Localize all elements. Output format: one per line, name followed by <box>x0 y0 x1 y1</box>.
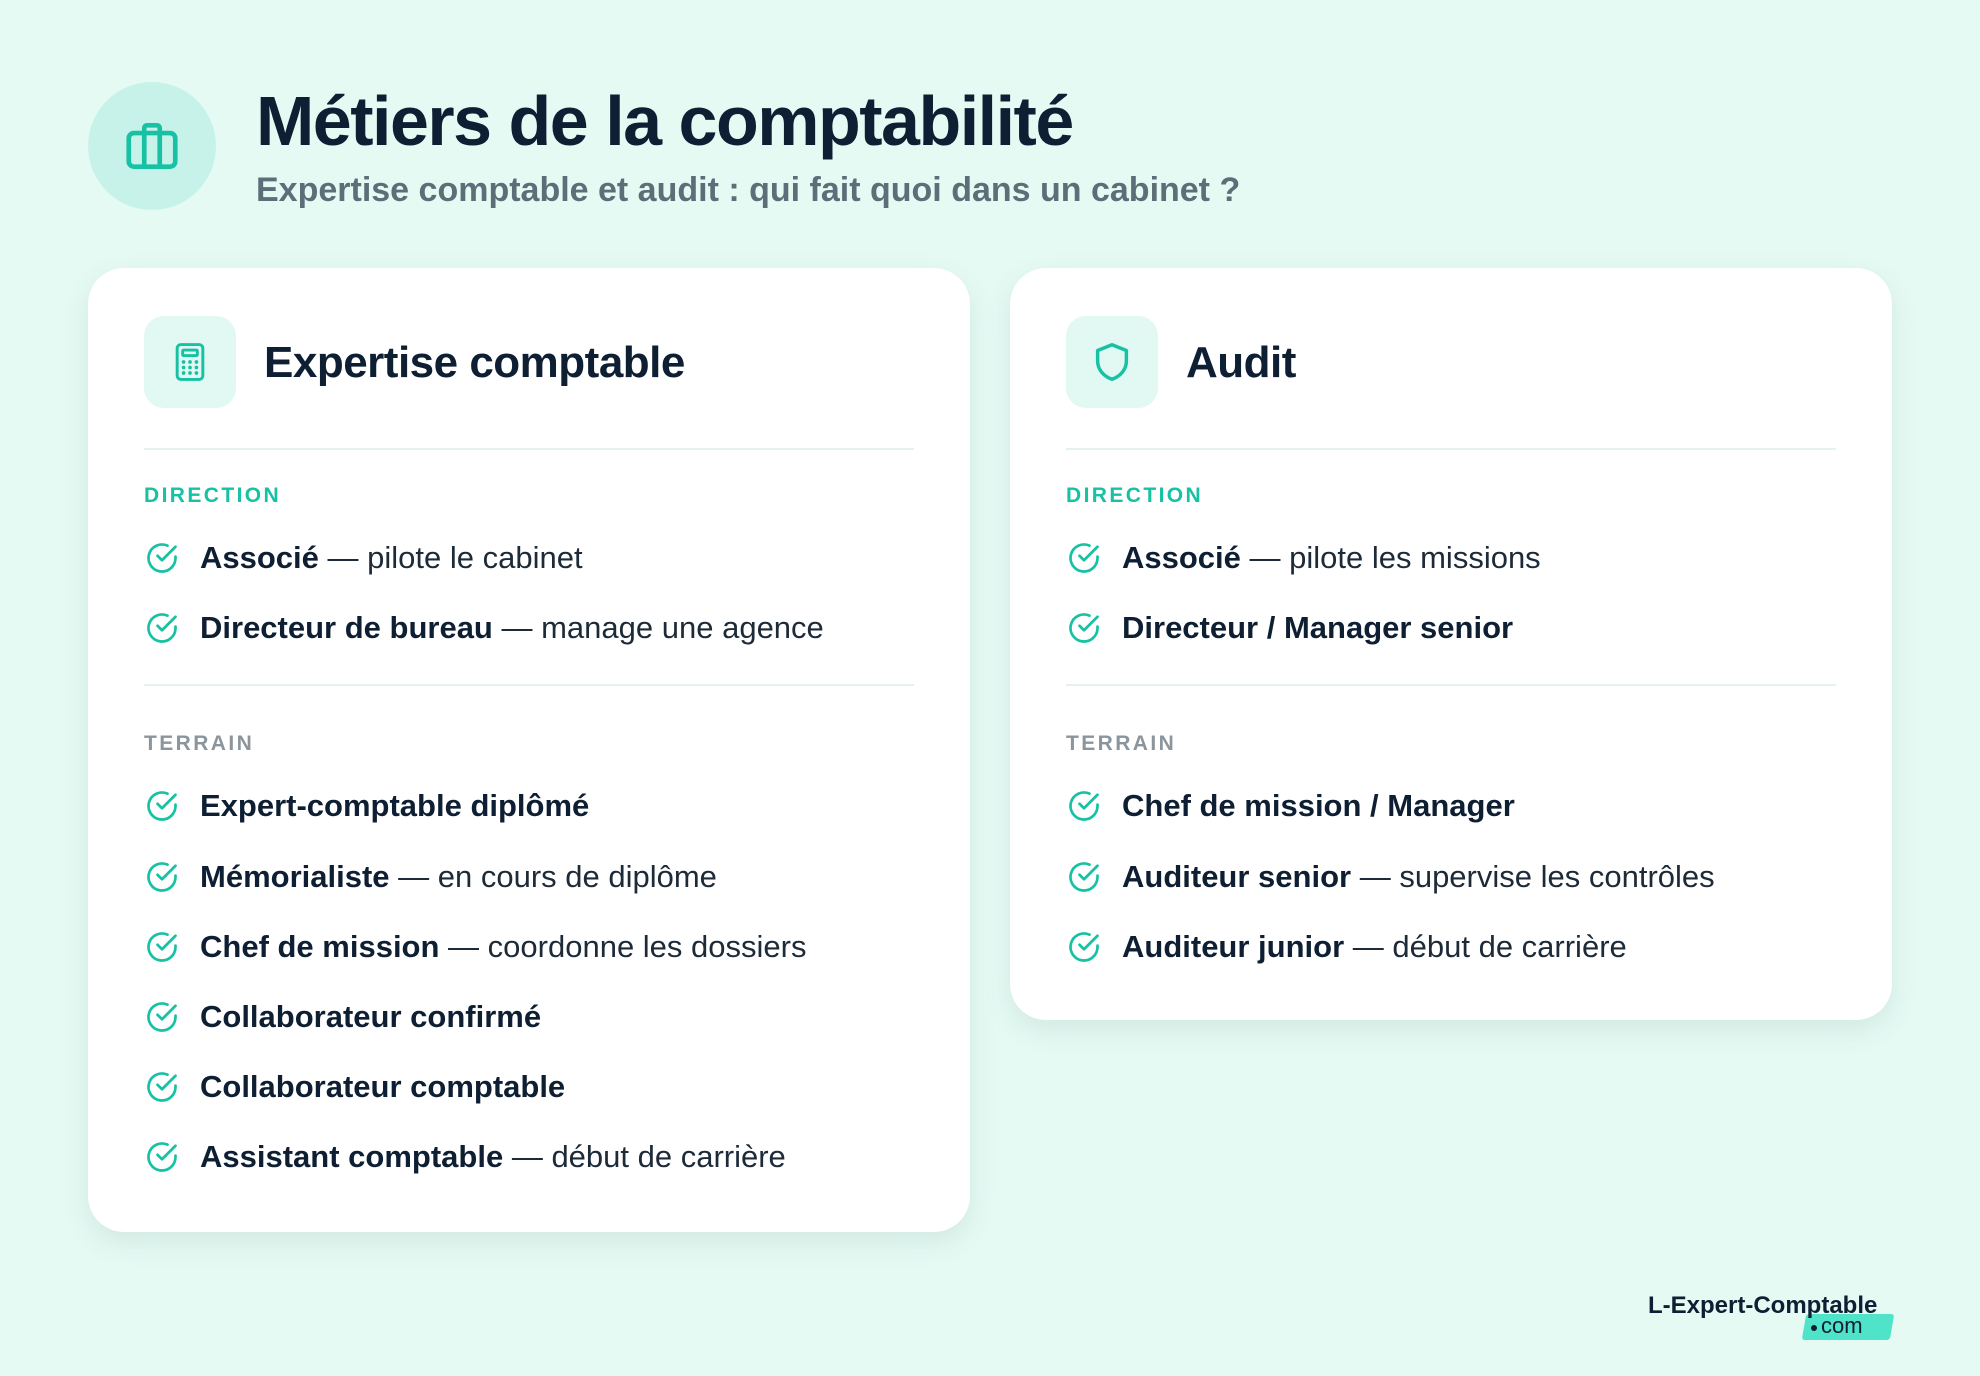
list-item <box>1066 538 1846 578</box>
check-circle-icon <box>144 610 180 646</box>
item-role: Collaborateur confirmé <box>200 999 542 1034</box>
page-subtitle: Expertise comptable et audit : qui fait quoi dans un cabinet ? <box>256 171 1241 209</box>
item-role: Auditeur junior <box>1122 929 1345 964</box>
item-description: supervise les contrôles <box>1399 859 1715 894</box>
list-item <box>144 608 924 648</box>
check-circle-icon <box>144 788 180 824</box>
item-role: Associé <box>200 540 319 575</box>
card-title: Expertise comptable <box>264 338 685 387</box>
item-role: Directeur de bureau <box>200 610 493 645</box>
item-role: Assistant comptable <box>200 1139 504 1174</box>
list-item <box>144 927 924 967</box>
item-description: pilote le cabinet <box>367 540 583 575</box>
card-title: Audit <box>1186 338 1296 387</box>
section-label-terrain: TERRAIN <box>1066 732 1177 755</box>
check-circle-icon <box>1066 788 1102 824</box>
divider <box>144 448 914 450</box>
list-item <box>144 1137 924 1177</box>
item-description: pilote les missions <box>1289 540 1541 575</box>
header-icon-badge <box>88 82 216 210</box>
list-item <box>144 538 924 578</box>
check-circle-icon <box>144 1139 180 1175</box>
divider <box>1066 448 1836 450</box>
list-item <box>1066 786 1846 826</box>
check-circle-icon <box>1066 540 1102 576</box>
page-header <box>88 82 1788 212</box>
item-separator: — <box>318 540 368 575</box>
item-role: Directeur / Manager senior <box>1122 610 1514 645</box>
item-description: début de carrière <box>1392 929 1627 964</box>
card-expertise-comptable <box>88 268 970 1232</box>
card-icon-badge <box>144 316 236 408</box>
item-separator: — <box>1240 540 1290 575</box>
item-role: Associé <box>1122 540 1241 575</box>
list-item <box>1066 608 1846 648</box>
item-description: coordonne les dossiers <box>487 929 807 964</box>
divider <box>1066 684 1836 686</box>
card-audit <box>1010 268 1892 1020</box>
item-separator: — <box>1344 929 1393 964</box>
check-circle-icon <box>144 929 180 965</box>
item-description: manage une agence <box>541 610 824 645</box>
check-circle-icon <box>1066 929 1102 965</box>
brand-suffix: com <box>1821 1313 1863 1338</box>
list-item <box>144 997 924 1037</box>
shield-icon <box>1089 339 1135 385</box>
item-role: Auditeur senior <box>1122 859 1352 894</box>
item-separator: — <box>503 1139 552 1174</box>
item-description: en cours de diplôme <box>437 859 717 894</box>
item-separator: — <box>389 859 438 894</box>
item-separator: — <box>492 610 542 645</box>
item-separator: — <box>1351 859 1400 894</box>
calculator-icon <box>168 340 212 384</box>
card-header <box>1066 316 1836 408</box>
check-circle-icon <box>1066 610 1102 646</box>
page-title: Métiers de la comptabilité <box>256 82 1073 160</box>
section-label-terrain: TERRAIN <box>144 732 255 755</box>
briefcase-icon <box>121 115 183 177</box>
section-label-direction: DIRECTION <box>144 484 282 507</box>
list-item <box>144 857 924 897</box>
check-circle-icon <box>144 999 180 1035</box>
card-icon-badge <box>1066 316 1158 408</box>
list-item <box>144 786 924 826</box>
item-separator: — <box>439 929 488 964</box>
card-header <box>144 316 914 408</box>
section-label-direction: DIRECTION <box>1066 484 1204 507</box>
check-circle-icon <box>144 1069 180 1105</box>
divider <box>144 684 914 686</box>
item-role: Expert-comptable diplômé <box>200 788 590 823</box>
item-role: Mémorialiste <box>200 859 390 894</box>
item-role: Chef de mission <box>200 929 440 964</box>
item-role: Chef de mission / Manager <box>1122 788 1515 823</box>
item-role: Collaborateur comptable <box>200 1069 566 1104</box>
item-description: début de carrière <box>551 1139 786 1174</box>
list-item <box>1066 857 1846 897</box>
brand-logo[interactable] <box>1648 1292 1893 1340</box>
brand-name: L-Expert-Comptable <box>1648 1292 1878 1319</box>
list-item <box>144 1067 924 1107</box>
check-circle-icon <box>144 540 180 576</box>
check-circle-icon <box>1066 859 1102 895</box>
list-item <box>1066 927 1846 967</box>
check-circle-icon <box>144 859 180 895</box>
